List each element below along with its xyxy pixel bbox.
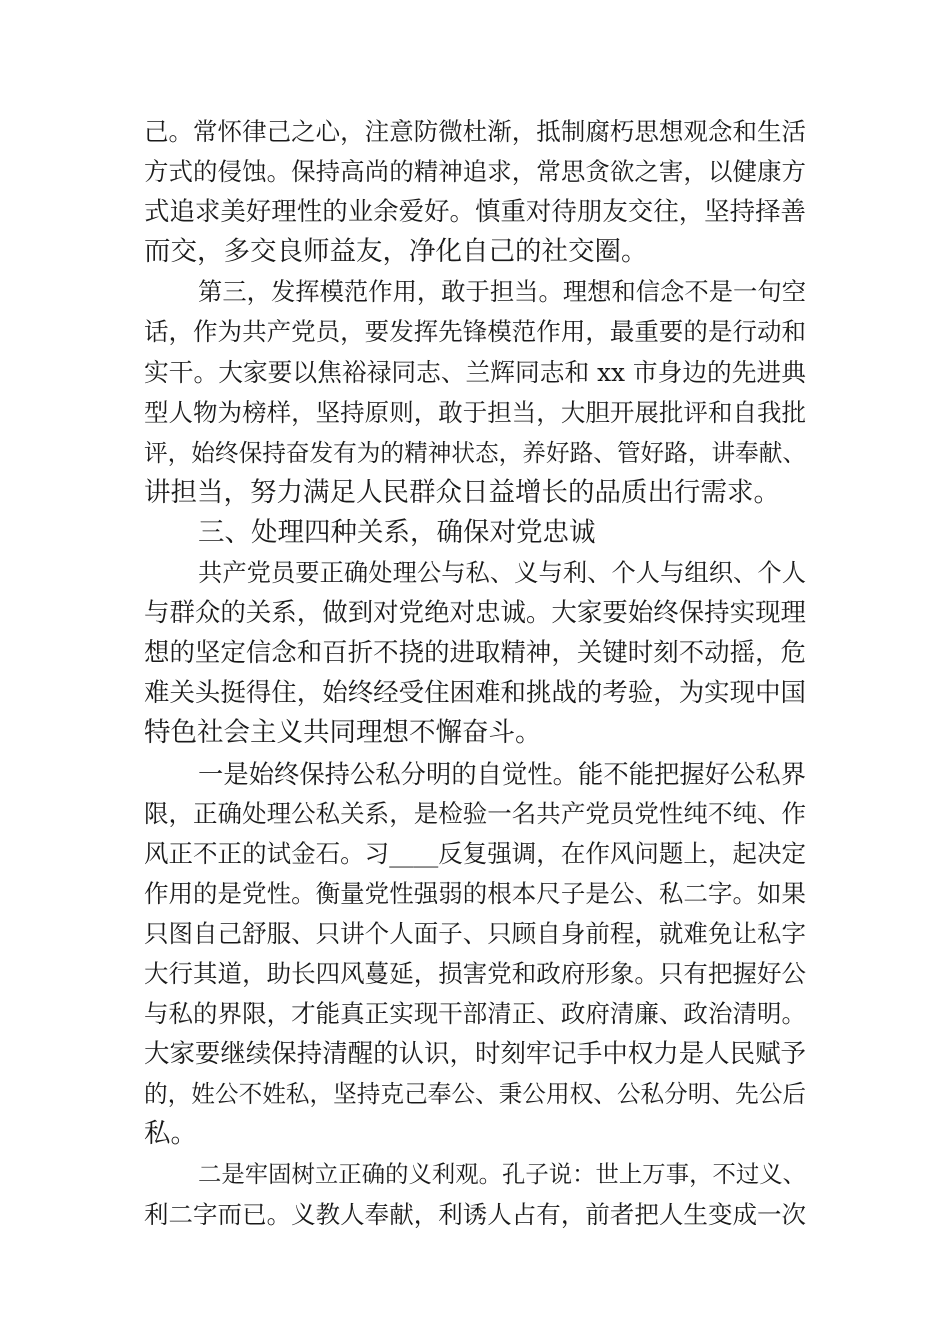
text-line: 型人物为榜样，坚持原则，敢于担当，大胆开展批评和自我批 xyxy=(144,397,806,427)
text-line: 实干。大家要以焦裕禄同志、兰辉同志和 xx 市身边的先进典 xyxy=(144,357,806,387)
text-line: 而交，多交良师益友，净化自己的社交圈。 xyxy=(144,236,648,268)
text-line: 的，姓公不姓私，坚持克己奉公、秉公用权、公私分明、先公后 xyxy=(144,1080,806,1109)
text-line: 利二字而已。义教人奉献，利诱人占有，前者把人生变成一次 xyxy=(144,1199,806,1229)
text-line: 一是始终保持公私分明的自觉性。能不能把握好公私界 xyxy=(198,758,806,789)
text-line: 风正不正的试金石。习____反复强调，在作风问题上，起决定 xyxy=(144,838,806,868)
text-line: 己。常怀律己之心，注意防微杜渐，抵制腐朽思想观念和生活 xyxy=(144,117,806,146)
text-line: 共产党员要正确处理公与私、义与利、个人与组织、个人 xyxy=(198,558,806,588)
text-line: 与私的界限，才能真正实现干部清正、政府清廉、政治清明。 xyxy=(144,999,806,1029)
text-line: 三、处理四种关系，确保对党忠诚 xyxy=(198,516,596,548)
text-line: 话，作为共产党员，要发挥先锋模范作用，最重要的是行动和 xyxy=(144,317,806,347)
text-line: 作用的是党性。衡量党性强弱的根本尺子是公、私二字。如果 xyxy=(144,878,806,908)
text-line: 私。 xyxy=(144,1118,197,1150)
text-line: 第三，发挥模范作用，敢于担当。理想和信念不是一句空 xyxy=(198,277,806,307)
text-line: 二是牢固树立正确的义利观。孔子说：世上万事，不过义、 xyxy=(198,1160,806,1189)
text-line: 想的坚定信念和百折不挠的进取精神，关键时刻不动摇，危 xyxy=(144,638,806,669)
text-line: 限，正确处理公私关系，是检验一名共产党员党性纯不纯、作 xyxy=(144,798,806,828)
text-line: 大家要继续保持清醒的认识，时刻牢记手中权力是人民赋予 xyxy=(144,1039,806,1070)
text-line: 难关头挺得住，始终经受住困难和挑战的考验，为实现中国 xyxy=(144,678,806,709)
text-line: 方式的侵蚀。保持高尚的精神追求，常思贪欲之害，以健康方 xyxy=(144,157,806,187)
text-line: 与群众的关系，做到对党绝对忠诚。大家要始终保持实现理 xyxy=(144,598,806,629)
text-line: 讲担当，努力满足人民群众日益增长的品质出行需求。 xyxy=(144,476,780,508)
text-line: 评，始终保持奋发有为的精神状态，养好路、管好路，讲奉献、 xyxy=(144,438,806,467)
text-line: 只图自己舒服、只讲个人面子、只顾自身前程，就难免让私字 xyxy=(144,918,806,948)
text-line: 式追求美好理性的业余爱好。慎重对待朋友交往，坚持择善 xyxy=(144,197,806,228)
document-body xyxy=(144,112,806,1235)
text-line: 大行其道，助长四风蔓延，损害党和政府形象。只有把握好公 xyxy=(144,958,806,988)
text-line: 特色社会主义共同理想不懈奋斗。 xyxy=(144,717,542,749)
